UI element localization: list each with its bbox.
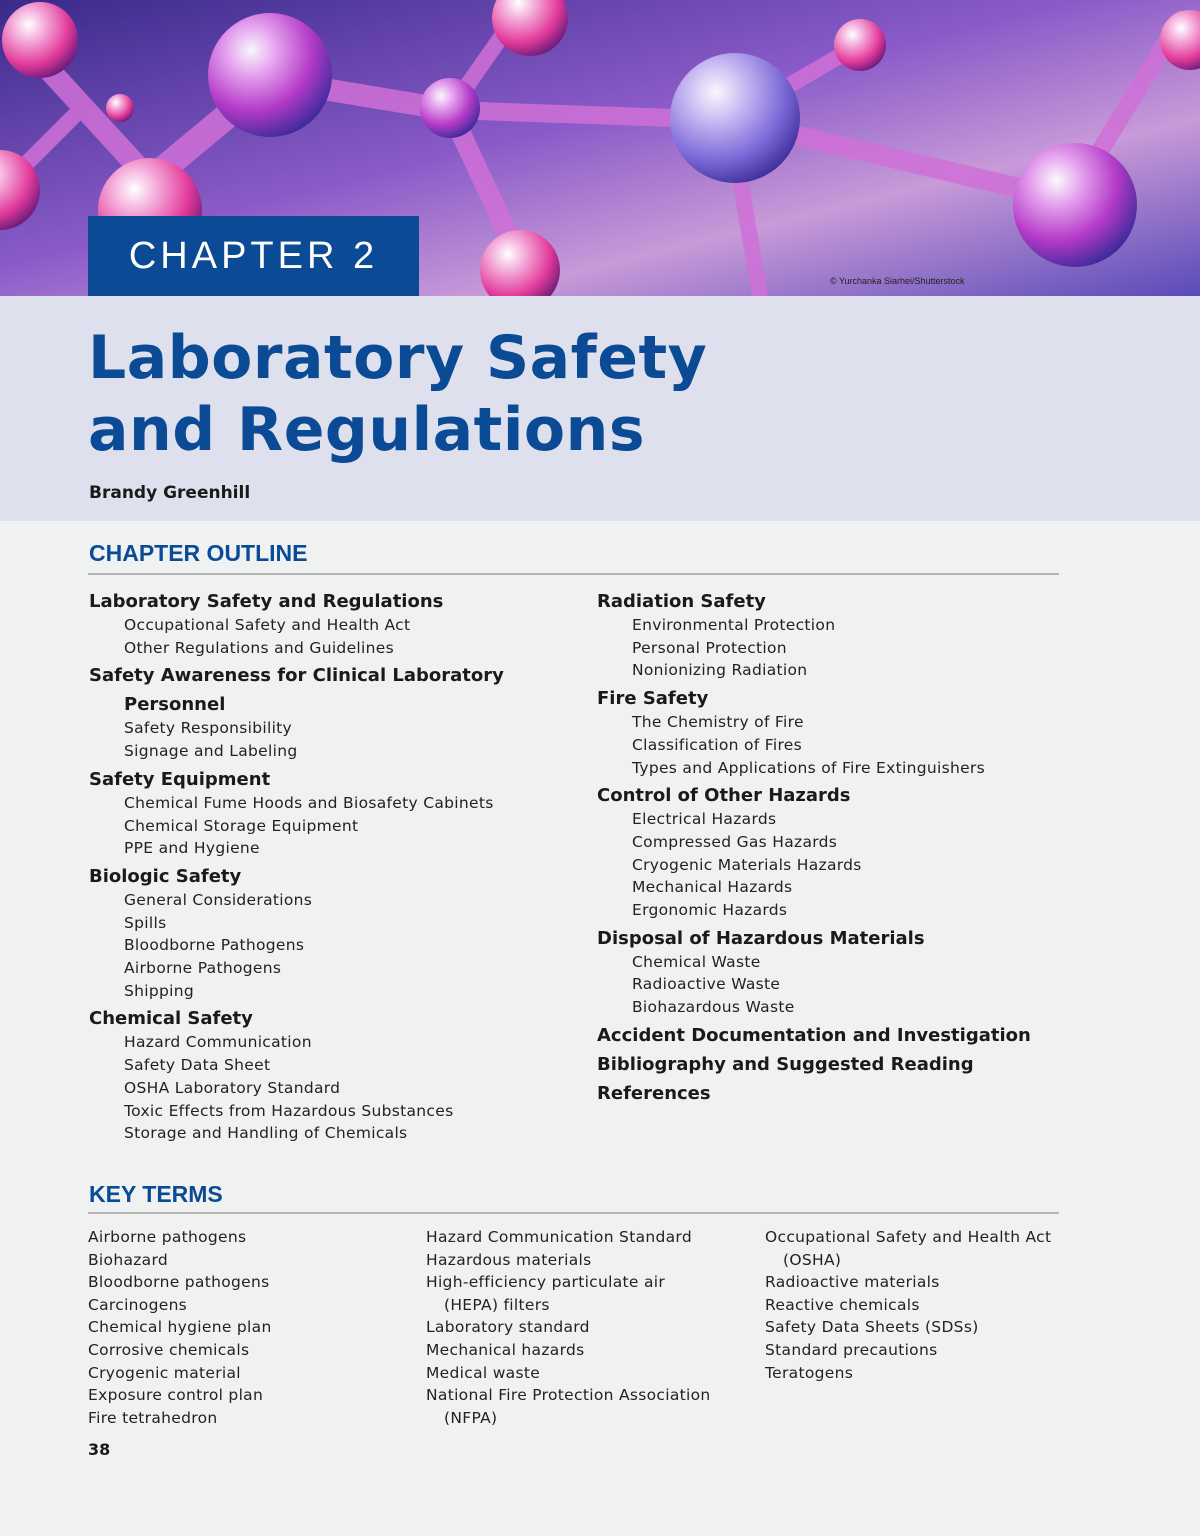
key-term: Bloodborne pathogens	[88, 1273, 270, 1292]
key-terms-column-3	[765, 1226, 1051, 1384]
key-term	[426, 1384, 711, 1429]
outline-subsection: Chemical Fume Hoods and Biosafety Cabinets	[124, 793, 494, 812]
outline-subsection: Occupational Safety and Health Act	[124, 616, 411, 634]
outline-subsection: Chemical Storage Equipment	[124, 816, 359, 835]
outline-subsection: Cryogenic Materials Hazards	[632, 855, 862, 874]
outline-section: Biologic Safety	[89, 865, 242, 887]
key-term: Cryogenic material	[88, 1363, 241, 1382]
outline-subsection: Airborne Pathogens	[124, 959, 282, 978]
outline-subsection: Hazard Communication	[124, 1033, 312, 1052]
outline-subsection: Radioactive Waste	[632, 975, 781, 994]
outline-subsection: The Chemistry of Fire	[632, 713, 804, 732]
key-term-line: National Fire Protection Association	[426, 1386, 711, 1405]
key-term: Carcinogens	[88, 1295, 188, 1314]
key-terms-divider	[88, 1212, 1059, 1214]
key-terms-column-2	[426, 1226, 711, 1429]
key-term: Medical waste	[426, 1363, 541, 1382]
key-term: Airborne pathogens	[88, 1228, 247, 1246]
photo-credit: © Yurchanka Siarhei/Shutterstock	[830, 276, 965, 286]
outline-subsection: Nonionizing Radiation	[632, 661, 808, 680]
key-term: Reactive chemicals	[765, 1295, 920, 1314]
key-term-line-continued: (HEPA) filters	[444, 1295, 550, 1314]
title-line-1: Laboratory Safety	[88, 323, 708, 393]
key-term: Fire tetrahedron	[88, 1408, 218, 1427]
outline-subsection: Safety Responsibility	[124, 719, 293, 738]
key-terms-column-1	[88, 1226, 272, 1429]
outline-section: Chemical Safety	[89, 1008, 253, 1030]
outline-subsection: Compressed Gas Hazards	[632, 832, 838, 851]
outline-section: Safety Awareness for Clinical Laboratory	[89, 665, 504, 687]
outline-subsection: Bloodborne Pathogens	[124, 936, 305, 955]
outline-subsection: Signage and Labeling	[124, 742, 298, 761]
key-term-line-continued: (OSHA)	[783, 1250, 842, 1269]
key-terms-heading: KEY TERMS	[89, 1181, 223, 1207]
outline-subsection: Ergonomic Hazards	[632, 901, 788, 920]
key-term: Laboratory standard	[426, 1318, 590, 1337]
outline-section: Accident Documentation and Investigation	[597, 1024, 1031, 1046]
key-term: Safety Data Sheets (SDSs)	[765, 1318, 979, 1337]
outline-right-column	[597, 590, 1077, 1106]
key-term-line-continued: (NFPA)	[444, 1408, 498, 1427]
outline-section-continued: Personnel	[124, 694, 226, 716]
page-number: 38	[88, 1440, 111, 1459]
outline-divider	[88, 573, 1059, 575]
outline-subsection: Mechanical Hazards	[632, 878, 793, 897]
key-term	[426, 1271, 711, 1316]
outline-subsection: Spills	[124, 913, 167, 932]
outline-subsection: PPE and Hygiene	[124, 839, 260, 858]
outline-subsection: Personal Protection	[632, 638, 787, 657]
title-line-2: and Regulations	[88, 395, 646, 465]
key-term: Biohazard	[88, 1250, 169, 1269]
key-term: Mechanical hazards	[426, 1340, 585, 1359]
outline-section: Disposal of Hazardous Materials	[597, 927, 925, 949]
outline-section: References	[597, 1082, 711, 1104]
outline-subsection: Storage and Handling of Chemicals	[124, 1124, 408, 1143]
key-term: Standard precautions	[765, 1340, 938, 1359]
outline-subsection: Classification of Fires	[632, 735, 802, 754]
key-term: Radioactive materials	[765, 1273, 940, 1292]
key-term: Exposure control plan	[88, 1386, 264, 1405]
outline-heading: CHAPTER OUTLINE	[89, 540, 308, 566]
key-term-line: Occupational Safety and Health Act	[765, 1228, 1052, 1246]
outline-section: Laboratory Safety and Regulations	[89, 591, 444, 612]
outline-subsection: Types and Applications of Fire Extinguishers	[632, 758, 985, 777]
key-term-line: High-efficiency particulate air	[426, 1273, 666, 1292]
outline-subsection: Chemical Waste	[632, 952, 761, 971]
outline-subsection: Safety Data Sheet	[124, 1056, 271, 1075]
outline-section: Control of Other Hazards	[597, 785, 851, 807]
key-term: Teratogens	[765, 1363, 854, 1382]
outline-subsection: OSHA Laboratory Standard	[124, 1078, 341, 1097]
key-term: Hazardous materials	[426, 1250, 592, 1269]
outline-subsection: Environmental Protection	[632, 616, 836, 634]
outline-section: Radiation Safety	[597, 591, 766, 612]
outline-subsection: Shipping	[124, 981, 195, 1000]
outline-section: Safety Equipment	[89, 768, 271, 790]
outline-subsection: Toxic Effects from Hazardous Substances	[124, 1101, 454, 1120]
outline-subsection: Electrical Hazards	[632, 810, 777, 829]
key-term: Hazard Communication Standard	[426, 1228, 692, 1246]
key-term: Corrosive chemicals	[88, 1340, 250, 1359]
outline-section: Fire Safety	[597, 688, 709, 710]
outline-subsection: General Considerations	[124, 890, 313, 909]
chapter-label: CHAPTER 2	[88, 216, 419, 296]
outline-subsection: Biohazardous Waste	[632, 998, 795, 1017]
author: Brandy Greenhill	[89, 483, 251, 503]
key-term: Chemical hygiene plan	[88, 1318, 272, 1337]
outline-left-column	[89, 590, 569, 1145]
chapter-title	[88, 322, 707, 466]
outline-subsection: Other Regulations and Guidelines	[124, 638, 394, 657]
key-term	[765, 1226, 1051, 1271]
outline-section: Bibliography and Suggested Reading	[597, 1053, 974, 1075]
